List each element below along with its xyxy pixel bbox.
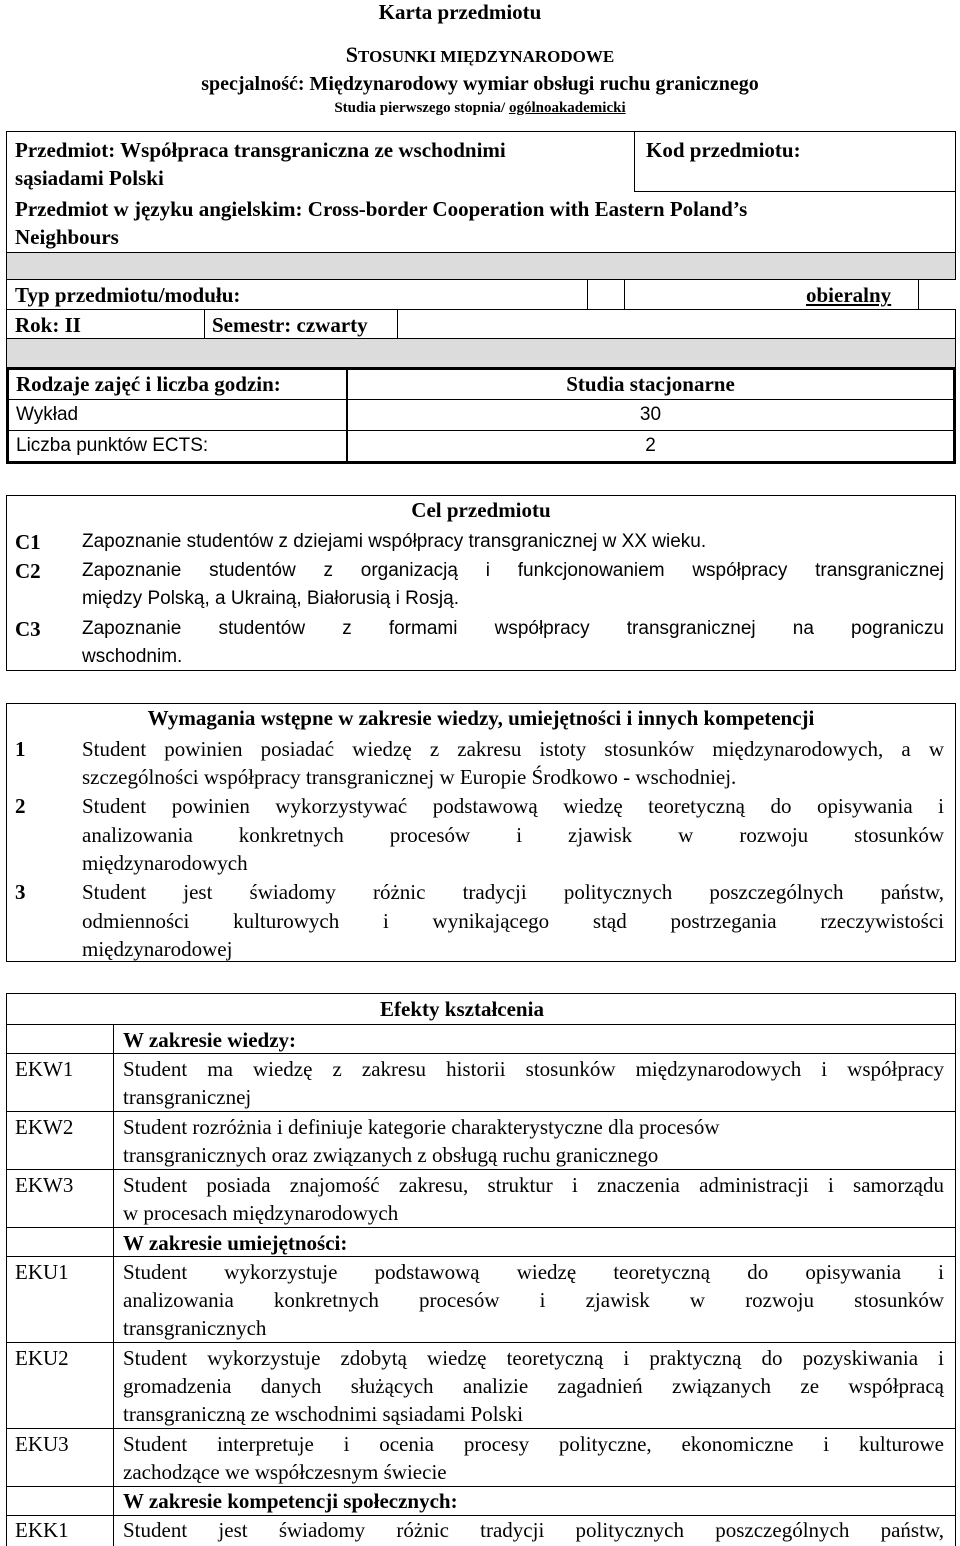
- card-title: Karta przedmiotu: [378, 0, 542, 24]
- outcome-text-line: Student interpretuje i ocenia procesy polityczne, ekonomiczne i kulturowe: [123, 1432, 944, 1456]
- goal-text-line: Zapoznanie studentów z dziejami współpracy transgranicznej w XX wieku.: [82, 531, 707, 552]
- type-label: Typ przedmiotu/modułu:: [15, 283, 241, 307]
- outcome-text-line: Student jest świadomy różnic tradycji politycznych poszczególnych państw,: [123, 1518, 944, 1542]
- major-title: STOSUNKI MIĘDZYNARODOWE: [345, 42, 615, 67]
- requirement-number: 3: [15, 880, 26, 904]
- outcome-text-line: Student wykorzystuje podstawową wiedzę teoretyczną do opisywania i: [123, 1260, 944, 1284]
- outcome-code: EKU2: [15, 1346, 69, 1370]
- social-header: W zakresie kompetencji społecznych:: [123, 1489, 458, 1513]
- requirements-title: Wymagania wstępne w zakresie wiedzy, umiejętności i innych kompetencji: [147, 706, 815, 730]
- goal-text-line: między Polską, a Ukrainą, Białorusią i Rosją.: [82, 588, 459, 609]
- semester-label: Semestr: czwarty: [212, 313, 368, 337]
- requirement-number: 2: [15, 794, 26, 818]
- requirement-text-line: Student powinien posiadać wiedzę z zakresu istoty stosunków międzynarodowych, a w: [82, 737, 944, 761]
- outcome-text-line: transgranicznych: [123, 1316, 267, 1340]
- goal-code: C1: [15, 530, 41, 554]
- requirement-text-line: odmienności kulturowych i wynikającego stąd postrzegania rzeczywistości: [82, 909, 944, 933]
- outcome-text-line: Student posiada znajomość zakresu, struktur i znaczenia administracji i samorządu: [123, 1173, 944, 1197]
- subject-english-line2: Neighbours: [15, 225, 119, 249]
- requirement-text-line: Student jest świadomy różnic tradycji politycznych poszczególnych państw,: [82, 880, 944, 904]
- lecture-label: Wykład: [16, 404, 79, 425]
- outcomes-title: Efekty kształcenia: [380, 997, 544, 1021]
- outcome-text-line: Student rozróżnia i definiuje kategorie charakterystyczne dla procesów: [123, 1115, 720, 1139]
- goal-code: C3: [15, 617, 41, 641]
- goals-title: Cel przedmiotu: [411, 498, 551, 522]
- requirement-text-line: międzynarodowych: [82, 851, 248, 875]
- subject-english-line1: Przedmiot w języku angielskim: Cross-border Cooperation with Eastern Poland’s: [15, 197, 748, 221]
- outcome-code: EKU3: [15, 1432, 69, 1456]
- hours-header-mode: Studia stacjonarne: [566, 372, 735, 396]
- gray-separator: [7, 253, 955, 279]
- outcome-text-line: w procesach międzynarodowych: [123, 1201, 399, 1225]
- gray-separator: [7, 339, 955, 367]
- subject-name-line1: Przedmiot: Współpraca transgraniczna ze wschodnimi: [15, 138, 506, 162]
- outcome-text-line: Student ma wiedzę z zakresu historii stosunków międzynarodowych i współpracy: [123, 1057, 944, 1081]
- knowledge-header: W zakresie wiedzy:: [123, 1028, 297, 1052]
- skills-header: W zakresie umiejętności:: [123, 1231, 348, 1255]
- outcome-code: EKK1: [15, 1518, 69, 1542]
- outcome-text-line: analizowania konkretnych procesów i zjawisk w rozwoju stosunków: [123, 1288, 944, 1312]
- outcome-text-line: gromadzenia danych służących analizie zagadnień związanych ze współpracą: [123, 1374, 944, 1398]
- goal-text-line: Zapoznanie studentów z formami współpracy transgranicznej na pograniczu: [82, 618, 944, 639]
- goal-code: C2: [15, 559, 41, 583]
- outcome-code: EKW3: [15, 1173, 74, 1197]
- outcome-text-line: transgranicznej: [123, 1085, 252, 1109]
- requirement-number: 1: [15, 737, 26, 761]
- year-label: Rok: II: [15, 313, 81, 337]
- hours-header-label: Rodzaje zajęć i liczba godzin:: [16, 372, 281, 396]
- goal-text-line: wschodnim.: [82, 646, 183, 667]
- outcome-text-line: Student wykorzystuje zdobytą wiedzę teoretyczną i praktyczną do pozyskiwania i: [123, 1346, 944, 1370]
- studies-profile: ogólnoakademicki: [508, 100, 626, 116]
- outcome-text-line: zachodzące we współczesnym świecie: [123, 1460, 447, 1484]
- lecture-hours: 30: [639, 404, 662, 425]
- goal-text-line: Zapoznanie studentów z organizacją i funkcjonowaniem współpracy transgranicznej: [82, 560, 944, 581]
- requirement-text-line: szczególności współpracy transgranicznej w Europie Środkowo - wschodniej.: [82, 765, 737, 789]
- outcome-code: EKW2: [15, 1115, 74, 1139]
- ects-label: Liczba punktów ECTS:: [16, 435, 209, 456]
- requirement-text-line: międzynarodowej: [82, 937, 233, 961]
- outcome-text-line: transgranicznych oraz związanych z obsługą ruchu granicznego: [123, 1143, 659, 1167]
- subject-code-label: Kod przedmiotu:: [646, 138, 801, 162]
- requirement-text-line: Student powinien wykorzystywać podstawową wiedzę teoretyczną do opisywania i: [82, 794, 944, 818]
- outcome-code: EKU1: [15, 1260, 69, 1284]
- outcome-code: EKW1: [15, 1057, 74, 1081]
- outcome-text-line: transgraniczną ze wschodnimi sąsiadami Polski: [123, 1402, 524, 1426]
- requirement-text-line: analizowania konkretnych procesów i zjawisk w rozwoju stosunków: [82, 823, 944, 847]
- type-value: obieralny: [806, 283, 892, 307]
- studies-level: Studia pierwszego stopnia/ ogólnoakademicki: [334, 100, 626, 116]
- subject-name-line2: sąsiadami Polski: [15, 166, 164, 190]
- ects-value: 2: [645, 435, 656, 456]
- specialization: specjalność: Międzynarodowy wymiar obsługi ruchu granicznego: [201, 73, 759, 95]
